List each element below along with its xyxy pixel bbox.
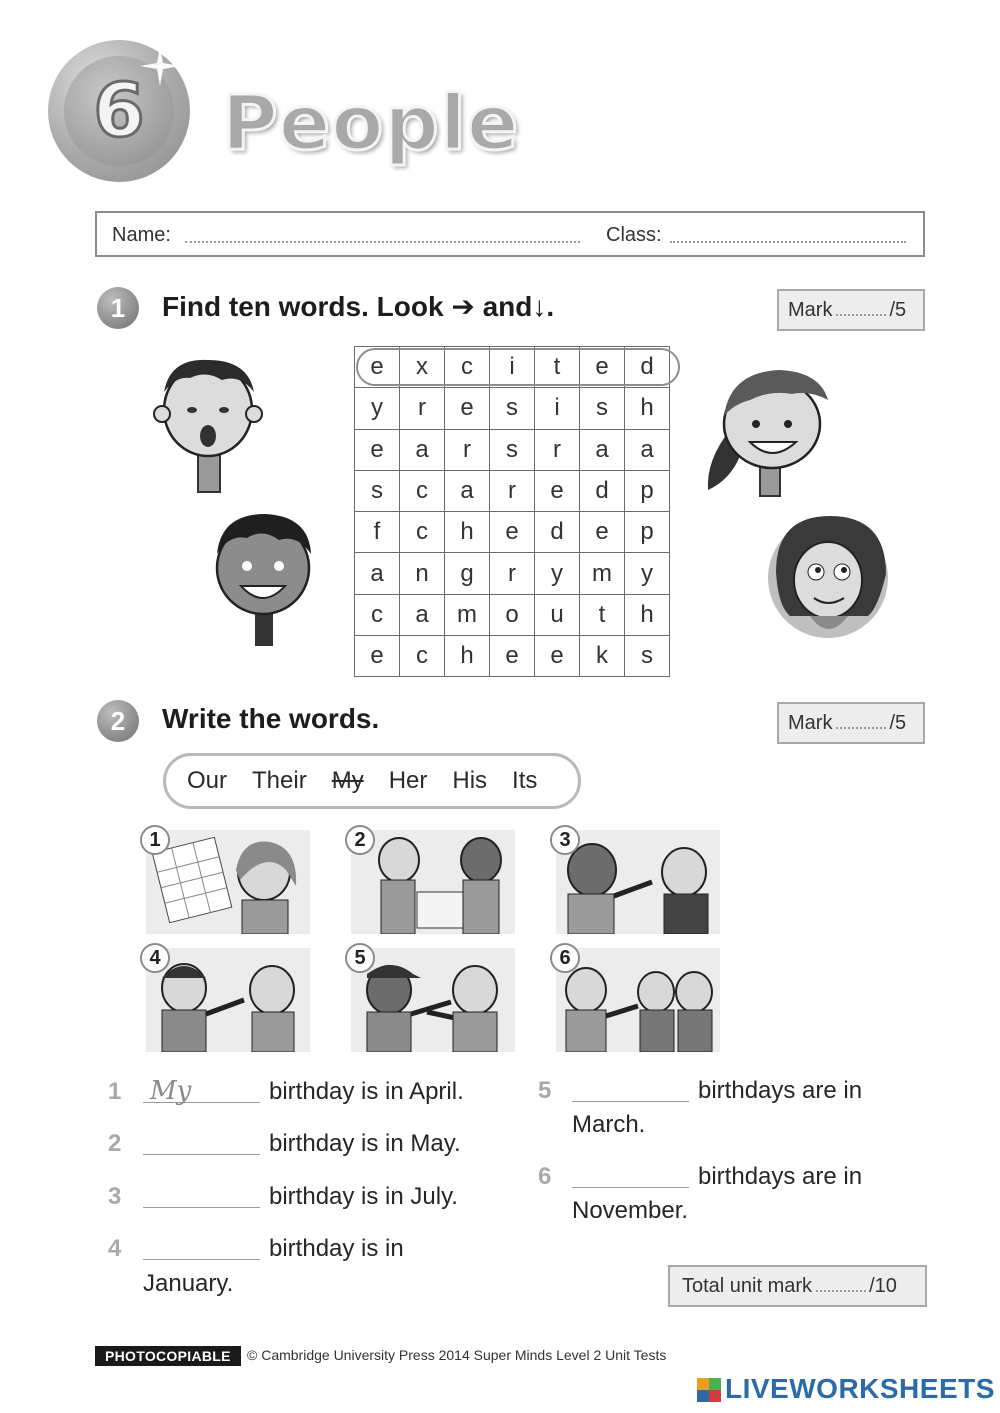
grid-letter[interactable]: t: [535, 347, 580, 388]
grid-letter[interactable]: i: [490, 347, 535, 388]
total-mark-box: [668, 1265, 927, 1307]
grid-letter[interactable]: r: [490, 470, 535, 511]
grid-letter[interactable]: e: [535, 636, 580, 677]
grid-letter[interactable]: d: [535, 512, 580, 553]
student-info-box: [95, 211, 925, 257]
answer-blank-5[interactable]: [572, 1101, 689, 1102]
grid-letter[interactable]: a: [355, 553, 400, 594]
answer-blank-4[interactable]: [143, 1259, 260, 1260]
grid-letter[interactable]: c: [400, 470, 445, 511]
word-box-item-used: My: [331, 767, 364, 794]
sentence-number: 4: [108, 1235, 122, 1262]
found-word-circle: [356, 348, 680, 386]
grid-letter[interactable]: e: [355, 636, 400, 677]
grid-letter[interactable]: d: [625, 347, 670, 388]
sentence-continuation: March.: [572, 1111, 646, 1138]
grid-letter[interactable]: s: [580, 388, 625, 429]
happy-boy-illustration: [205, 510, 320, 650]
sentence-number: 2: [108, 1130, 122, 1157]
picture-panel: [146, 830, 310, 934]
exercise-2-mark-box: [777, 702, 925, 744]
grid-letter[interactable]: y: [355, 388, 400, 429]
grid-letter[interactable]: t: [580, 594, 625, 635]
grid-letter[interactable]: h: [445, 512, 490, 553]
grid-row: [355, 429, 670, 470]
sentence-number: 6: [538, 1163, 552, 1190]
liveworksheets-logo-icon: [697, 1378, 721, 1402]
answer-blank-2[interactable]: [143, 1154, 260, 1155]
instruction-end: .: [546, 291, 555, 322]
thinking-girl-illustration: [766, 512, 894, 647]
grid-letter[interactable]: a: [400, 429, 445, 470]
grid-letter[interactable]: e: [490, 636, 535, 677]
grid-row: [355, 594, 670, 635]
word-box-item: Its: [512, 767, 538, 794]
grid-letter[interactable]: r: [445, 429, 490, 470]
grid-letter[interactable]: k: [580, 636, 625, 677]
word-box-item: Her: [388, 767, 428, 794]
picture-panel: [351, 948, 515, 1052]
grid-letter[interactable]: a: [445, 470, 490, 511]
surprised-boy-illustration: [150, 352, 270, 497]
grid-letter[interactable]: r: [535, 429, 580, 470]
mark-label: Mark: [788, 711, 833, 734]
sentence-text: birthday is in July.: [269, 1183, 458, 1210]
mark-total: /5: [889, 298, 907, 321]
sparkle-icon: [138, 44, 182, 88]
exercise-1-badge: 1: [97, 287, 139, 329]
answer-blank-3[interactable]: [143, 1207, 260, 1208]
grid-letter[interactable]: y: [625, 553, 670, 594]
grid-letter[interactable]: e: [355, 429, 400, 470]
grid-letter[interactable]: a: [580, 429, 625, 470]
grid-letter[interactable]: o: [490, 594, 535, 635]
example-answer: My: [150, 1076, 192, 1106]
sentence-continuation: November.: [572, 1197, 689, 1224]
grid-letter[interactable]: a: [400, 594, 445, 635]
exercise-2-badge: 2: [97, 700, 139, 742]
smiling-girl-illustration: [700, 360, 835, 500]
grid-row: [355, 636, 670, 677]
grid-letter[interactable]: c: [400, 636, 445, 677]
instruction-and: and: [482, 291, 533, 322]
grid-letter[interactable]: s: [355, 470, 400, 511]
sentence-number: 3: [108, 1183, 122, 1210]
unit-title: People: [222, 78, 520, 167]
grid-letter[interactable]: s: [490, 388, 535, 429]
grid-letter[interactable]: n: [400, 553, 445, 594]
grid-letter[interactable]: m: [580, 553, 625, 594]
grid-letter[interactable]: e: [445, 388, 490, 429]
name-label: Name:: [112, 224, 171, 246]
exercise-1-instruction: [162, 290, 554, 323]
grid-letter[interactable]: c: [445, 347, 490, 388]
sentence-number: 1: [108, 1078, 122, 1105]
mark-label: Mark: [788, 298, 833, 321]
mark-input[interactable]: [836, 717, 886, 729]
grid-letter[interactable]: u: [535, 594, 580, 635]
total-label: Total unit mark: [682, 1274, 813, 1297]
total-value: /10: [869, 1274, 897, 1297]
grid-letter[interactable]: h: [625, 388, 670, 429]
name-input[interactable]: [185, 241, 580, 243]
sentence-text: birthday is in: [269, 1235, 404, 1262]
grid-letter[interactable]: g: [445, 553, 490, 594]
exercise-1-mark-box: [777, 289, 925, 331]
grid-letter[interactable]: h: [625, 594, 670, 635]
picture-panel: [556, 948, 720, 1052]
grid-letter[interactable]: e: [580, 512, 625, 553]
unit-number: 6: [93, 68, 145, 154]
mark-total: /5: [889, 711, 907, 734]
grid-letter[interactable]: c: [400, 512, 445, 553]
mark-input[interactable]: [836, 304, 886, 316]
grid-letter[interactable]: r: [400, 388, 445, 429]
word-search-grid: [354, 346, 670, 677]
picture-number: 2: [345, 825, 375, 855]
grid-letter[interactable]: p: [625, 512, 670, 553]
grid-letter[interactable]: s: [490, 429, 535, 470]
sentence-continuation: January.: [143, 1270, 234, 1297]
instruction-text: Find ten words. Look: [162, 291, 444, 322]
liveworksheets-brand: LIVEWORKSHEETS: [725, 1373, 995, 1404]
total-input[interactable]: [816, 1280, 866, 1292]
grid-row: [355, 553, 670, 594]
word-box-item: Their: [252, 767, 307, 794]
down-arrow-icon: ↓: [532, 291, 547, 322]
picture-number: 6: [550, 943, 580, 973]
grid-letter[interactable]: f: [355, 512, 400, 553]
word-box-item: His: [452, 767, 488, 794]
right-arrow-icon: ➔: [451, 291, 475, 322]
grid-letter[interactable]: e: [490, 512, 535, 553]
word-box-item: Our: [187, 767, 228, 794]
photocopiable-badge: PHOTOCOPIABLE: [95, 1346, 241, 1366]
sentence-text: birthday is in April.: [269, 1078, 464, 1105]
picture-number: 4: [140, 943, 170, 973]
exercise-2-instruction: Write the words.: [162, 703, 380, 734]
grid-letter[interactable]: e: [535, 470, 580, 511]
sentence-number: 5: [538, 1077, 552, 1104]
grid-letter[interactable]: i: [535, 388, 580, 429]
grid-letter[interactable]: d: [580, 470, 625, 511]
grid-letter[interactable]: m: [445, 594, 490, 635]
sentence-text: birthday is in May.: [269, 1130, 461, 1157]
grid-letter[interactable]: s: [625, 636, 670, 677]
grid-row: [355, 470, 670, 511]
grid-letter[interactable]: p: [625, 470, 670, 511]
grid-letter[interactable]: e: [355, 347, 400, 388]
sentence-text: birthdays are in: [698, 1077, 863, 1104]
copyright-text: © Cambridge University Press 2014 Super Minds Level 2 Unit Tests: [247, 1347, 667, 1363]
grid-letter[interactable]: x: [400, 347, 445, 388]
grid-row: [355, 388, 670, 429]
grid-row: [355, 512, 670, 553]
grid-letter[interactable]: c: [355, 594, 400, 635]
picture-panel: [351, 830, 515, 934]
grid-letter[interactable]: y: [535, 553, 580, 594]
answer-blank-6[interactable]: [572, 1187, 689, 1188]
picture-panel: [146, 948, 310, 1052]
grid-letter[interactable]: e: [580, 347, 625, 388]
sentence-text: birthdays are in: [698, 1163, 863, 1190]
picture-panel: [556, 830, 720, 934]
grid-letter[interactable]: r: [490, 553, 535, 594]
grid-letter[interactable]: h: [445, 636, 490, 677]
picture-number: 1: [140, 825, 170, 855]
class-input[interactable]: [670, 241, 906, 243]
picture-number: 5: [345, 943, 375, 973]
picture-number: 3: [550, 825, 580, 855]
word-box: [163, 753, 581, 809]
grid-letter[interactable]: a: [625, 429, 670, 470]
class-label: Class:: [606, 224, 662, 246]
